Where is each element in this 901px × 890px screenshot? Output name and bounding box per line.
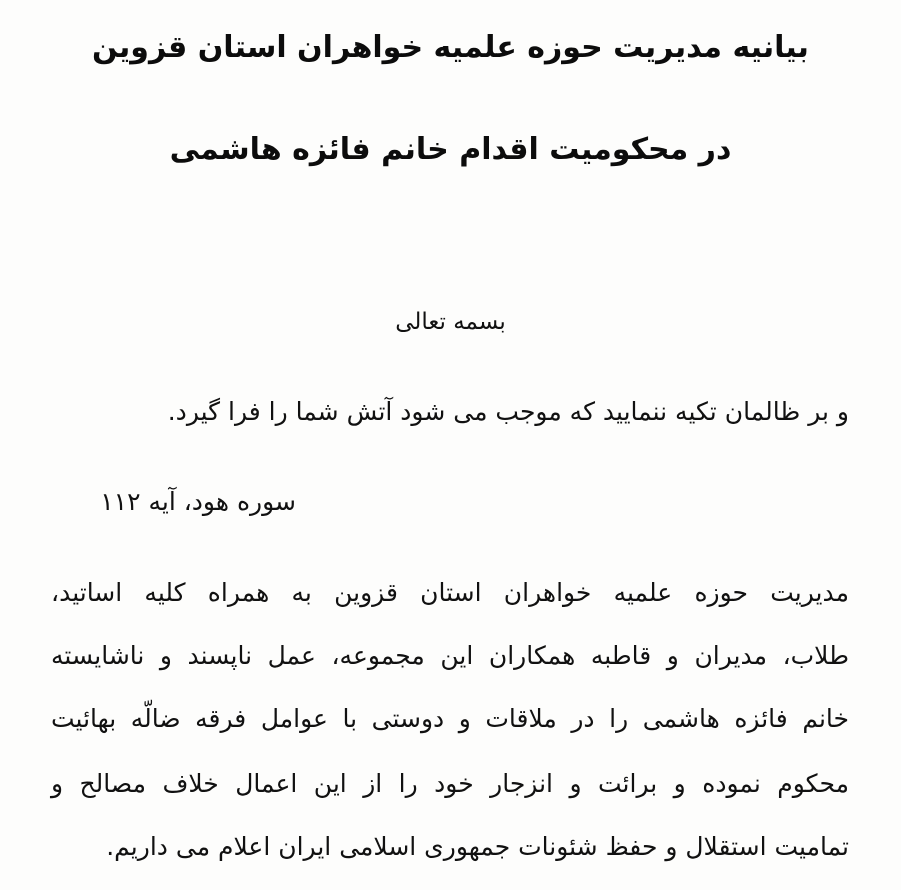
title-line-2: در محکومیت اقدام خانم فائزه هاشمی	[169, 132, 732, 167]
body-line-5: تمامیت استقلال و حفظ شئونات جمهوری اسلامی ایران اعلام می داریم.	[106, 832, 849, 861]
quran-verse: و بر ظالمان تکیه ننمایید که موجب می شود آتش شما را فرا گیرد.	[167, 397, 849, 426]
verse-reference: سوره هود، آیه ۱۱۲	[100, 487, 296, 516]
basmala: بسمه تعالی	[395, 309, 506, 335]
title-line-1: بیانیه مدیریت حوزه علمیه خواهران استان قزوین	[92, 30, 809, 65]
body-line-2: طلاب، مدیران و قاطبه همکاران این مجموعه، عمل ناپسند و ناشایسته	[51, 641, 849, 670]
body-line-3: خانم فائزه هاشمی را در ملاقات و دوستی با عوامل فرقه ضالّه بهائیت	[51, 704, 849, 733]
body-line-1: مدیریت حوزه علمیه خواهران استان قزوین به همراه کلیه اساتید،	[51, 578, 849, 607]
body-line-4: محکوم نموده و برائت و انزجار خود را از این اعمال خلاف مصالح و	[51, 769, 849, 798]
